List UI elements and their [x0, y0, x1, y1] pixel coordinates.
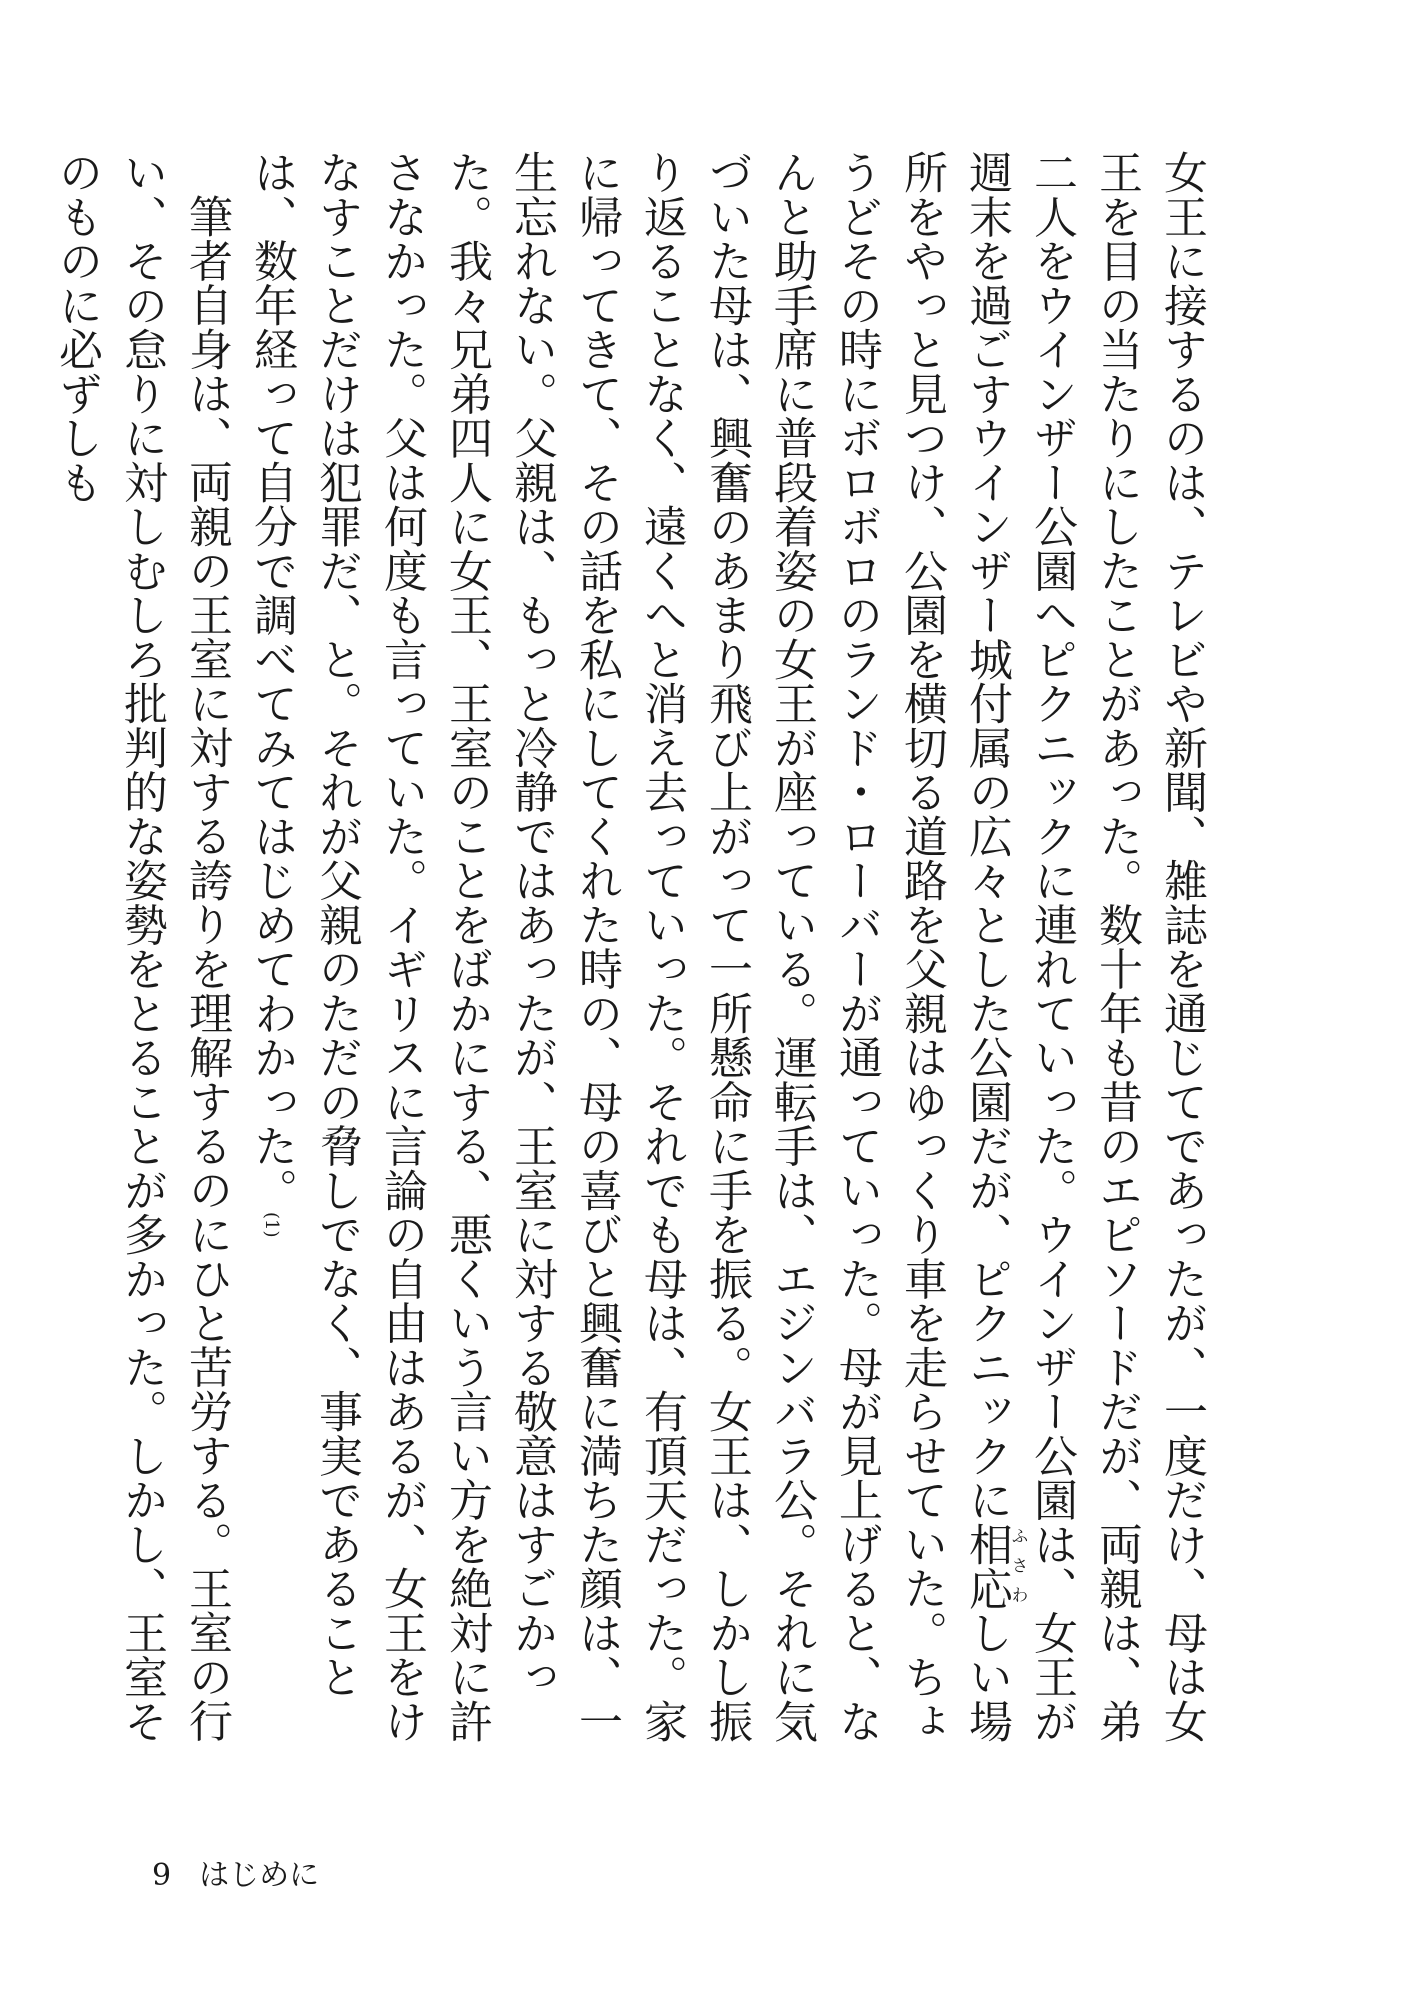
- page-footer: [152, 1850, 319, 1894]
- footnote-ref: (1): [261, 1212, 282, 1238]
- paragraph-1-text-1: 女王に接するのは、テレビや新聞、雑誌を通じてであったが、一度だけ、母は女王を目の当たりにしたことがあった。数十年も昔のエピソードだが、両親は、弟二人をウインザー公園へピクニックに連れていった。ウインザー公園は、女王が週末を過ごすウインザー城付属の広々とした公園だが、ピクニックに: [961, 150, 1207, 1743]
- body-text: [51, 150, 1214, 1780]
- paragraph-2: [44, 150, 239, 1780]
- paragraph-1-text-2: しい場所をやっと見つけ、公園を横切る道路を父親はゆっくり車を走らせていた。ちょうどその時にボロボロのランド・ローバーが通っていった。母が見上げると、なんと助手席に普段着姿の女王が座っている。運転手は、エジンバラ公。それに気づいた母は、興奮のあまり飛び上がって一所懸命に手を振る。女王は、しかし振り返ることなく、遠くへと消え去っていった。それでも母は、有頂天だった。家に帰ってきて、その話を私にしてくれた時の、母の喜びと興奮に満ちた顔は、一生忘れない。父親は、もっと冷静ではあったが、王室に対する敬意はすごかった。我々兄弟四人に女王、王室のことをばかにする、悪くいう言い方を絶対に許さなかった。父は何度も言っていた。イギリスに言論の自由はあるが、女王をけなすことだけは犯罪だ、と。それが父親のただの脅しでなく、事実であることは、数年経って自分で調べてみてはじめてわかった。: [246, 150, 1012, 1743]
- paragraph-1: [239, 150, 1214, 1780]
- ruby-fusawa: [961, 1521, 1028, 1611]
- ruby-reading: ふさわ: [1007, 1521, 1028, 1611]
- ruby-base: 相応: [961, 1521, 1012, 1611]
- page-number: 9: [152, 1858, 172, 1893]
- running-head: はじめに: [199, 1858, 320, 1893]
- paragraph-2-text-1: 筆者自身は、両親の王室に対する誇りを理解するのにひと苦労する。王室の行い、その怠りに対しむしろ批判的な姿勢をとることが多かった。しかし、王室そのものに必ずしも: [51, 150, 232, 1743]
